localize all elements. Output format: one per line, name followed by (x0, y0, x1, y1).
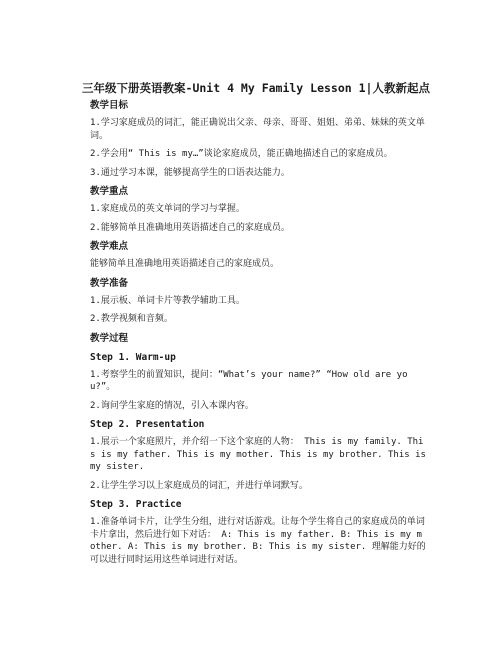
step-heading: Step 2. Presentation (90, 419, 205, 430)
key-points-heading: 教学重点 (90, 186, 129, 197)
step-heading: Step 1. Warm-up (90, 351, 176, 363)
preparation-heading: 教学准备 (90, 277, 129, 289)
preparation-item: 2.教学视频和音频。 (90, 314, 173, 324)
key-points-item: 2.能够简单且准确地用英语描述自己的家庭成员。 (90, 222, 290, 233)
objectives-item: 3.通过学习本课，能够提高学生的口语表达能力。 (90, 167, 290, 178)
objectives-heading: 教学目标 (90, 100, 129, 111)
step-item: 1.展示一个家庭照片，并介绍一下这个家庭的人物： This is my family. This is my father. This is my mother. This is my brother. This is my sister. (90, 437, 426, 472)
difficulties-heading: 教学难点 (90, 241, 129, 252)
preparation-item: 1.展示板、单词卡片等教学辅助工具。 (90, 295, 245, 306)
objectives-item: 2.学会用“ This is my…”谈论家庭成员，能正确地描述自己的家庭成员。 (90, 149, 393, 159)
key-points-item: 1.家庭成员的英文单词的学习与掌握。 (90, 204, 245, 214)
difficulties-item: 能够简单且准确地用英语描述自己的家庭成员。 (90, 259, 280, 269)
step-heading: Step 3. Practice (90, 499, 182, 510)
document-title: 三年级下册英语教案-Unit 4 My Family Lesson 1|人教新起点 (82, 81, 430, 95)
objectives-item: 1.学习家庭成员的词汇，能正确说出父亲、母亲、哥哥、姐姐、弟弟、妹妹的英文单词。 (90, 118, 425, 141)
step-item: 2.询问学生家庭的情况，引入本课内容。 (90, 400, 254, 411)
process-heading: 教学过程 (90, 332, 129, 344)
step-item: 1.准备单词卡片，让学生分组，进行对话游戏。让每个学生将自己的家庭成员的单词卡片拿出，然后进行如下对话： A: This is my father. B: This is my mother. A: This is my brother. B: This is my sister. 理解能力好的可以进行同时运用这些单词进行对话。 (90, 517, 426, 565)
step-item: 1.考察学生的前置知识，提问：“What’s your name?” “How old are you?”。 (90, 369, 408, 392)
step-item: 2.让学生学习以上家庭成员的词汇，并进行单词默写。 (90, 480, 308, 491)
document-body (90, 100, 426, 572)
